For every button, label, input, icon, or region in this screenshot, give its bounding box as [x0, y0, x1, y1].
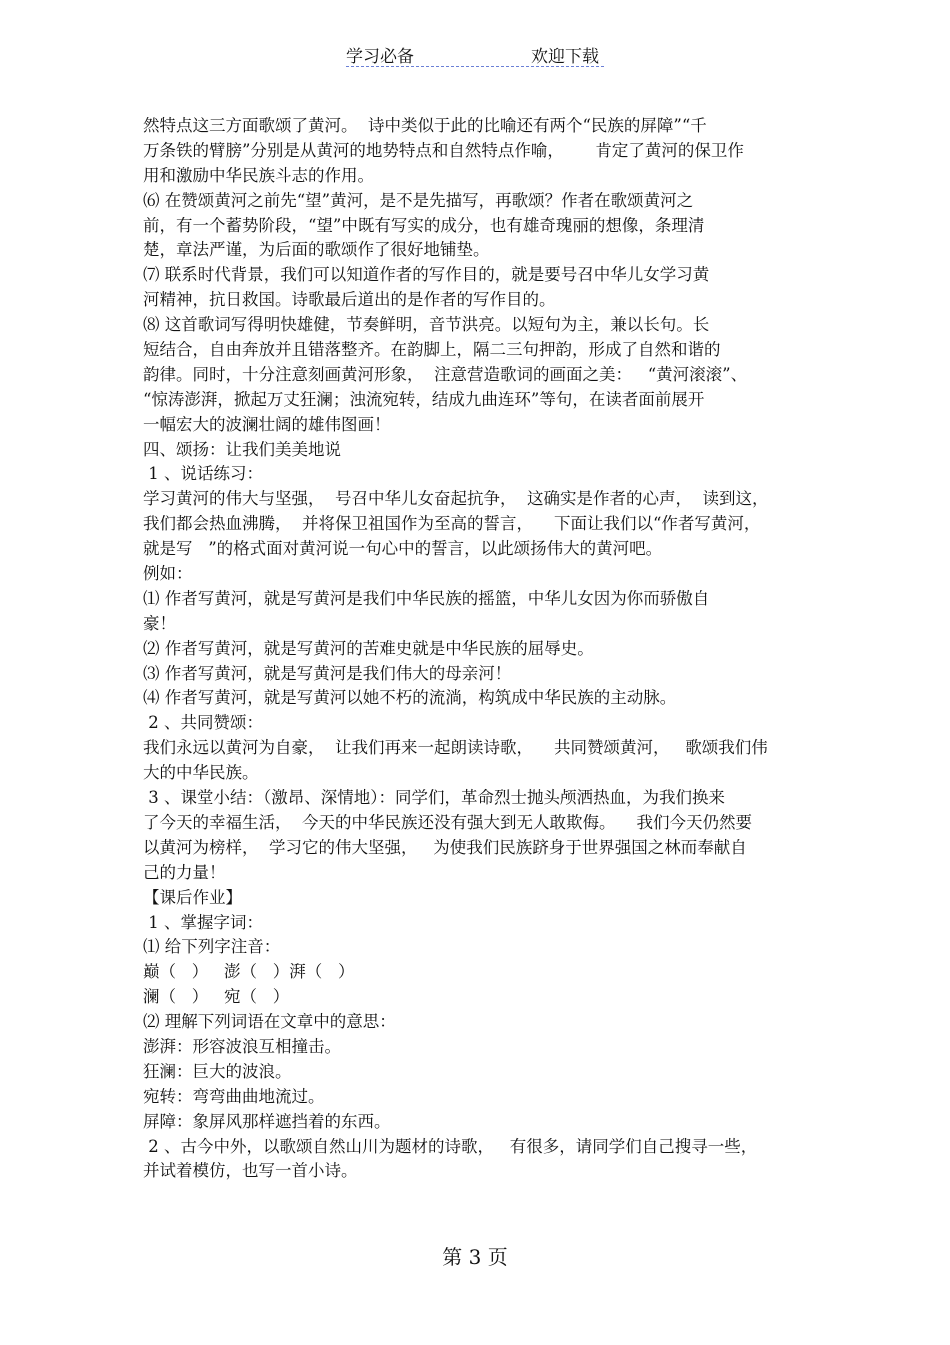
text-line: ⑵ 作者写黄河，就是写黄河的苦难史就是中华民族的屈辱史。 — [143, 638, 594, 658]
text-line: 我们都会热血沸腾， 并将保卫祖国作为至高的誓言， 下面让我们以“作者写黄河， — [143, 514, 761, 534]
text-line: 例如： — [143, 564, 193, 584]
text-line: 豪！ — [143, 613, 176, 633]
page-number: 第 3 页 — [442, 1245, 508, 1269]
text-line: 四、颂扬：让我们美美地说 — [143, 439, 341, 459]
text-line: “惊涛澎湃，掀起万丈狂澜；浊流宛转，结成九曲连环”等句，在读者面前展开 — [143, 389, 705, 409]
text-line: 澎湃：形容波浪互相撞击。 — [143, 1036, 341, 1056]
text-line: 楚，章法严谨，为后面的歌颂作了很好地铺垫。 — [143, 240, 490, 260]
text-line: 韵律。同时，十分注意刻画黄河形象， 注意营造歌词的画面之美： “黄河滚滚”、 — [143, 364, 748, 384]
text-line: 以黄河为榜样， 学习它的伟大坚强， 为使我们民族跻身于世界强国之林而奉献自 — [143, 837, 747, 857]
text-line: 2 、共同赞颂： — [143, 713, 263, 733]
text-line: 屏障：象屏风那样遮挡着的东西。 — [143, 1111, 391, 1131]
document-body — [143, 114, 813, 1184]
text-line: ⑵ 理解下列词语在文章中的意思： — [143, 1012, 396, 1032]
text-line: 短结合，自由奔放并且错落整齐。在韵脚上，隔二三句押韵，形成了自然和谐的 — [143, 340, 721, 360]
text-line: 澜（ ） 宛（ ） — [143, 987, 290, 1007]
text-line: 了今天的幸福生活， 今天的中华民族还没有强大到无人敢欺侮。 我们今天仍然要 — [143, 812, 752, 832]
text-line: 我们永远以黄河为自豪， 让我们再来一起朗读诗歌， 共同赞颂黄河， 歌颂我们伟 — [143, 738, 768, 758]
text-line: ⑺ 联系时代背景，我们可以知道作者的写作目的，就是要号召中华儿女学习黄 — [143, 265, 710, 285]
text-line: 然特点这三方面歌颂了黄河。 诗中类似于此的比喻还有两个“民族的屏障”“千 — [143, 116, 707, 135]
text-line: 1 、掌握字词： — [143, 912, 263, 932]
text-line: 用和激励中华民族斗志的作用。 — [143, 165, 374, 185]
text-line: ⑶ 作者写黄河，就是写黄河是我们伟大的母亲河！ — [143, 663, 512, 683]
text-line: 2 、古今中外，以歌颂自然山川为题材的诗歌， 有很多，请同学们自己搜寻一些， — [143, 1136, 758, 1156]
text-line: 宛转：弯弯曲曲地流过。 — [143, 1086, 325, 1106]
text-line: 巅（ ） 澎（ ）湃（ ） — [143, 962, 355, 982]
text-line: 狂澜：巨大的波浪。 — [143, 1061, 292, 1081]
header-left-text: 学习必备 — [346, 47, 414, 67]
text-line: ⑴ 作者写黄河，就是写黄河是我们中华民族的摇篮，中华儿女因为你而骄傲自 — [143, 588, 710, 608]
header-right-text: 欢迎下载 — [531, 47, 599, 67]
text-line: ⑷ 作者写黄河，就是写黄河以她不朽的流淌，构筑成中华民族的主动脉。 — [143, 688, 677, 708]
text-line: ⑹ 在赞颂黄河之前先“望”黄河，是不是先描写，再歌颂？作者在歌颂黄河之 — [143, 190, 694, 210]
text-line: 前，有一个蓄势阶段，“望”中既有写实的成分，也有雄奇瑰丽的想像，条理清 — [143, 215, 705, 235]
text-line: ⑴ 给下列字注音： — [143, 937, 281, 957]
text-line: ⑻ 这首歌词写得明快雄健，节奏鲜明，音节洪亮。以短句为主，兼以长句。长 — [143, 315, 710, 335]
page-header — [346, 40, 604, 67]
text-line: 大的中华民族。 — [143, 763, 259, 783]
text-line: 1 、说话练习： — [143, 464, 263, 484]
text-line: 己的力量！ — [143, 862, 226, 882]
text-line: 万条铁的臂膀”分别是从黄河的地势特点和自然特点作喻， 肯定了黄河的保卫作 — [143, 140, 744, 160]
text-line: 一幅宏大的波澜壮阔的雄伟图画！ — [143, 414, 391, 434]
text-line: 【课后作业】 — [143, 887, 242, 907]
text-line: 并试着模仿，也写一首小诗。 — [143, 1161, 358, 1181]
text-line: 河精神，抗日救国。诗歌最后道出的是作者的写作目的。 — [143, 290, 556, 310]
text-line: 就是写 ”的格式面对黄河说一句心中的誓言，以此颂扬伟大的黄河吧。 — [143, 539, 663, 559]
text-line: 3 、课堂小结：（激昂、深情地）：同学们，革命烈士抛头颅洒热血，为我们换来 — [143, 788, 725, 808]
text-line: 学习黄河的伟大与坚强， 号召中华儿女奋起抗争， 这确实是作者的心声， 读到这， — [143, 489, 769, 509]
